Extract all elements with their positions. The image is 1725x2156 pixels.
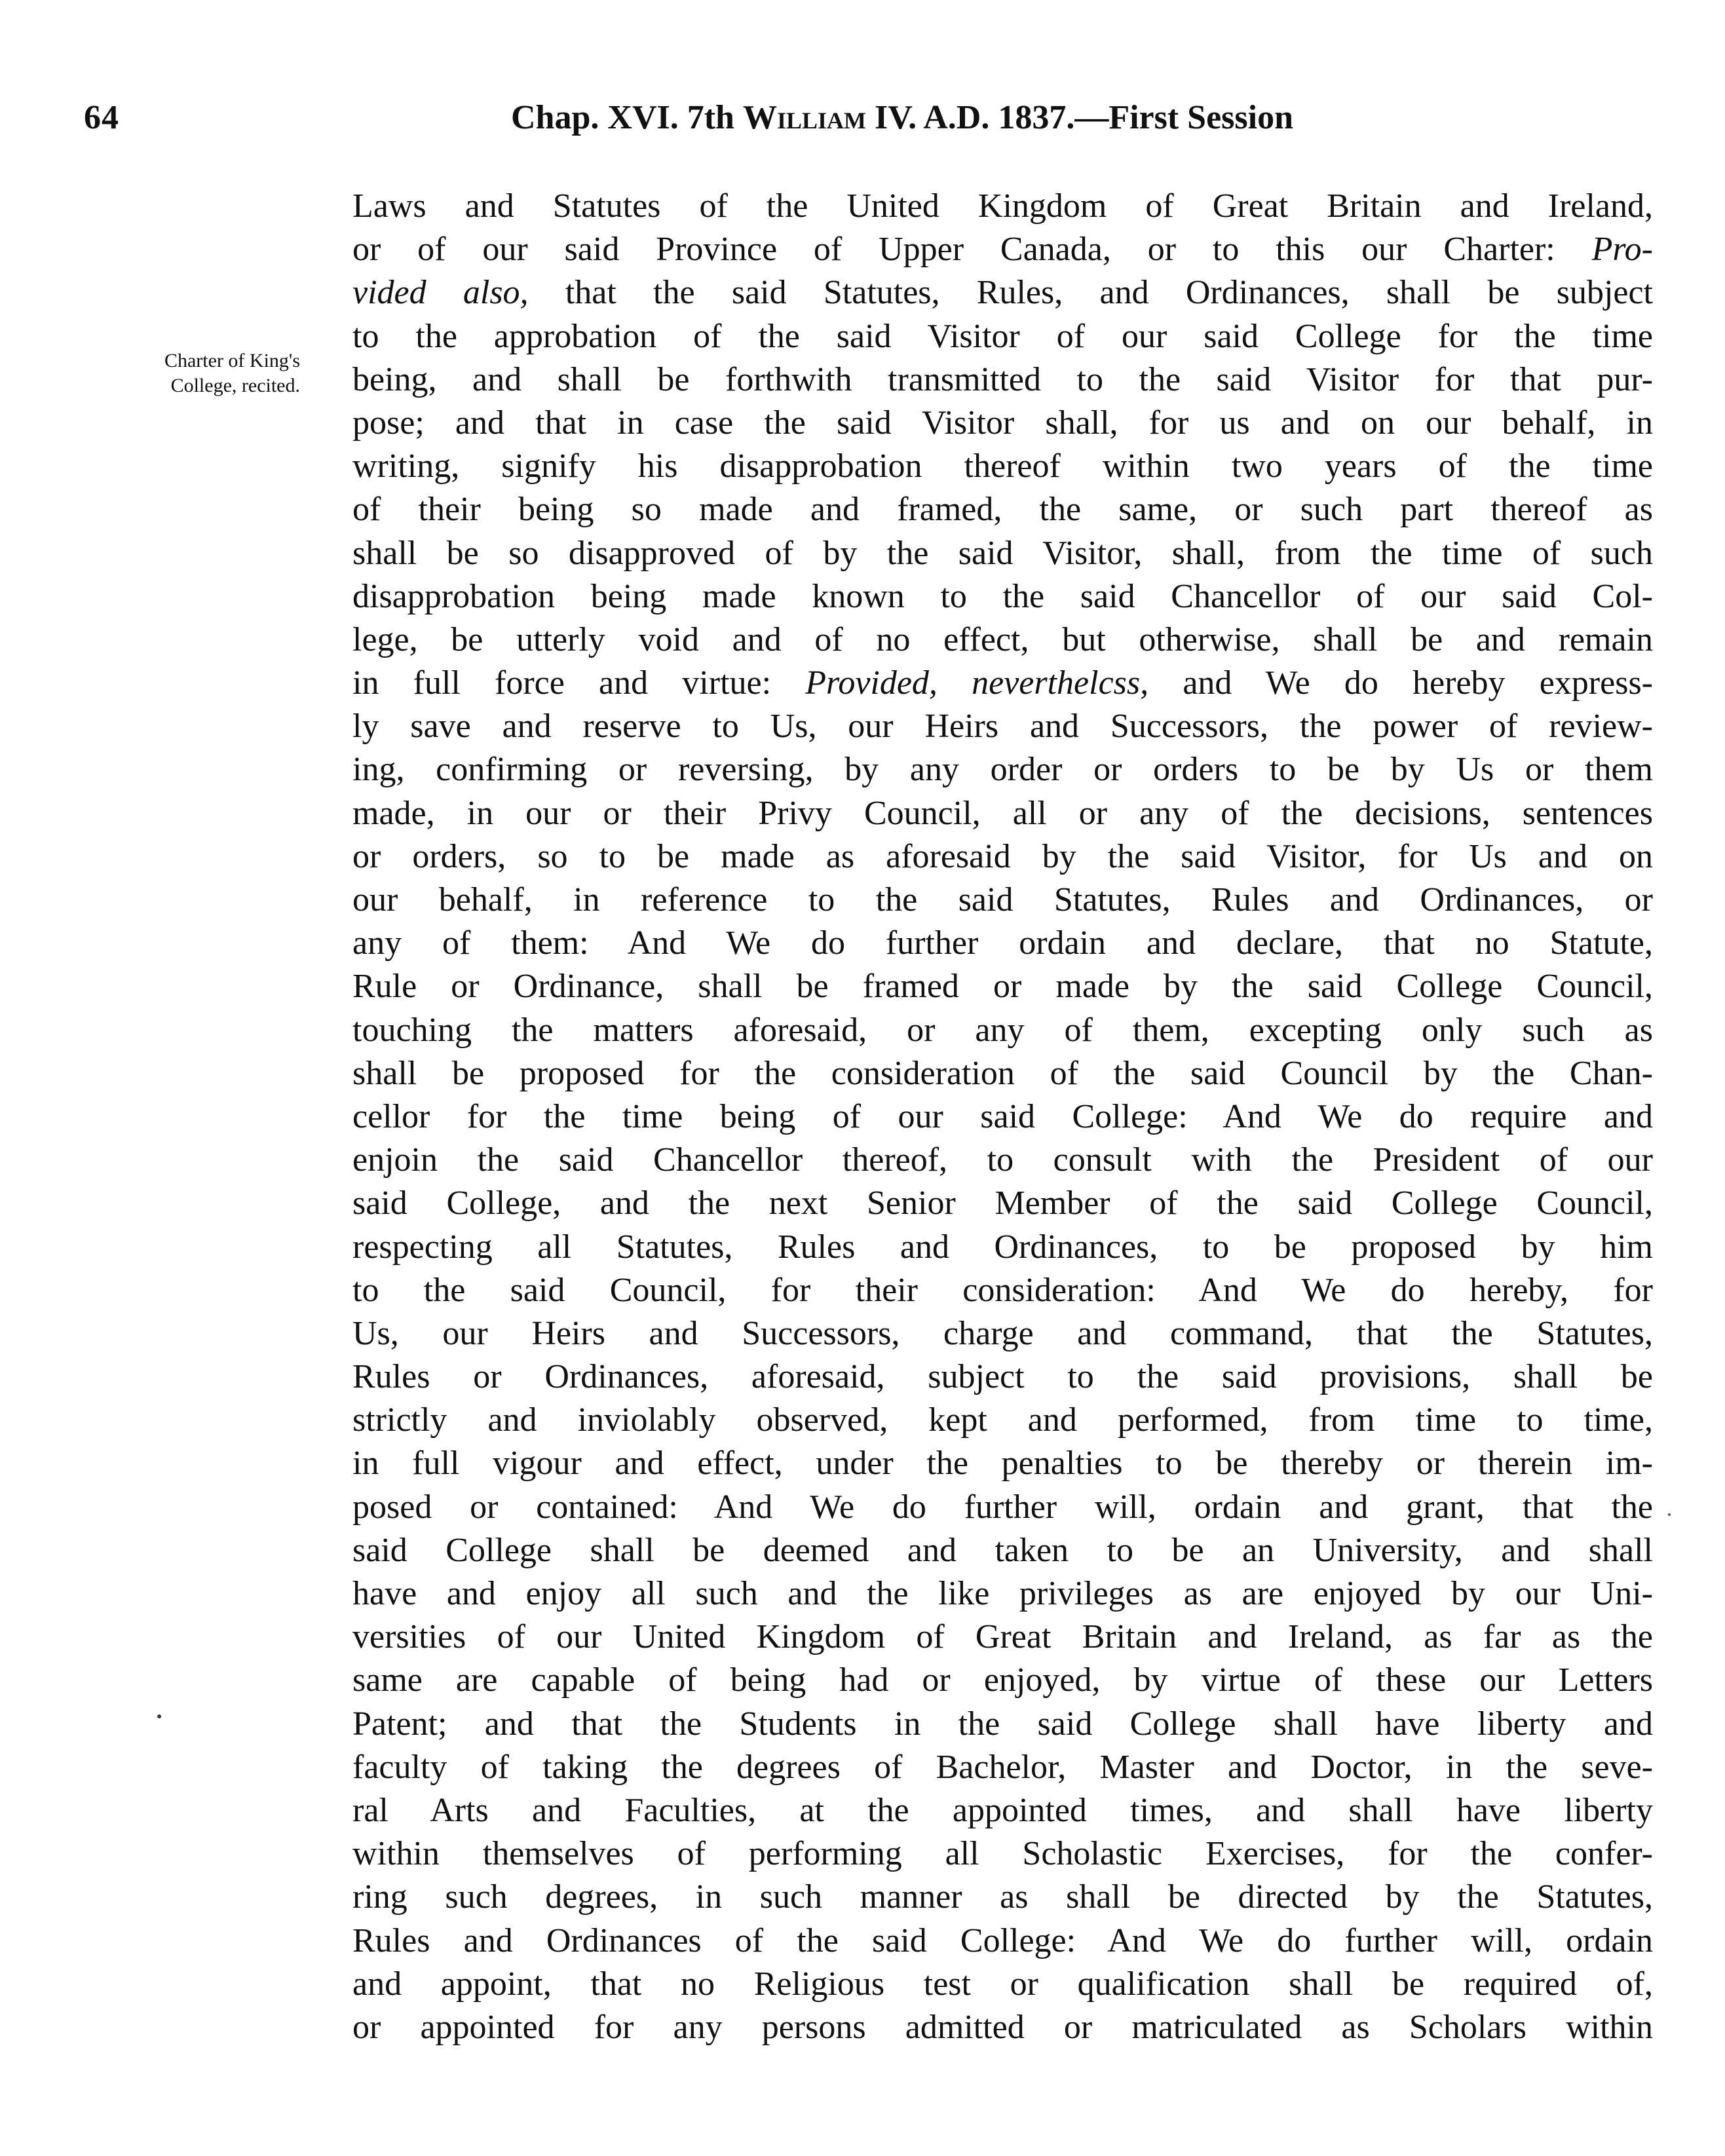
- text-line: [352, 1963, 1653, 2006]
- text-segment: said College, and the next Senior Member of the said College Council,: [352, 1184, 1653, 1222]
- text-line: [352, 965, 1653, 1008]
- text-segment: touching the matters aforesaid, or any of them, excepting only such as: [352, 1011, 1653, 1049]
- margin-note-line: Charter of King's: [164, 350, 300, 371]
- text-line: [352, 228, 1653, 271]
- text-line: [352, 185, 1653, 228]
- text-segment: within themselves of performing all Scholastic Exercises, for the confer-: [352, 1835, 1653, 1873]
- text-line: [352, 748, 1653, 791]
- text-segment: said College shall be deemed and taken to be an University, and shall: [352, 1531, 1653, 1569]
- running-head: [511, 98, 1293, 137]
- text-segment: Rules or Ordinances, aforesaid, subject to the said provisions, shall be: [352, 1358, 1653, 1396]
- text-line: [352, 1312, 1653, 1355]
- text-segment: faculty of taking the degrees of Bachelor, Master and Doctor, in the seve-: [352, 1748, 1653, 1786]
- text-segment: ing, confirming or reversing, by any order or orders to be by Us or them: [352, 751, 1653, 789]
- text-line: [352, 1789, 1653, 1832]
- text-segment: respecting all Statutes, Rules and Ordinances, to be proposed by him: [352, 1228, 1653, 1266]
- text-segment: writing, signify his disapprobation thereof within two years of the time: [352, 447, 1653, 485]
- text-line: [352, 1703, 1653, 1746]
- page-number: 64: [84, 99, 119, 136]
- text-segment: our behalf, in reference to the said Statutes, Rules and Ordinances, or: [352, 881, 1653, 918]
- print-speck: [1668, 1513, 1671, 1516]
- text-segment: lege, be utterly void and of no effect, but otherwise, shall be and remain: [352, 620, 1653, 658]
- text-line: [352, 1355, 1653, 1399]
- text-segment: same are capable of being had or enjoyed, by virtue of these our Letters: [352, 1661, 1653, 1699]
- text-segment: posed or contained: And We do further will, ordain and grant, that the: [352, 1488, 1653, 1526]
- text-segment: shall be so disapproved of by the said Visitor, shall, from the time of such: [352, 534, 1653, 572]
- running-head-smallcaps: William: [742, 99, 867, 136]
- italic-segment: Pro-: [1591, 231, 1653, 269]
- text-line: [352, 358, 1653, 402]
- text-segment: in full vigour and effect, under the penalties to be thereby or therein im-: [352, 1445, 1653, 1483]
- text-line: [352, 1399, 1653, 1442]
- text-segment: ring such degrees, in such manner as shall be directed by the Statutes,: [352, 1878, 1653, 1916]
- text-segment: disapprobation being made known to the said Chancellor of our said Col-: [352, 577, 1653, 615]
- text-line: [352, 1920, 1653, 1963]
- text-line: [352, 2006, 1653, 2049]
- text-line: [352, 835, 1653, 879]
- text-line: [352, 1269, 1653, 1312]
- text-segment: or of our said Province of Upper Canada, or to this our Charter:: [352, 231, 1592, 269]
- text-line: [352, 662, 1653, 705]
- text-segment: ly save and reserve to Us, our Heirs and Successors, the power of review-: [352, 708, 1653, 746]
- text-line: [352, 315, 1653, 358]
- text-segment: enjoin the said Chancellor thereof, to consult with the President of our: [352, 1141, 1653, 1179]
- text-segment: and We do hereby express-: [1148, 664, 1653, 702]
- text-segment: of their being so made and framed, the same, or such part thereof as: [352, 491, 1653, 529]
- text-segment: to the said Council, for their consideration: And We do hereby, for: [352, 1271, 1653, 1309]
- text-line: [352, 879, 1653, 922]
- text-segment: being, and shall be forthwith transmitted to the said Visitor for that pur-: [352, 360, 1653, 398]
- margin-note: [84, 349, 300, 398]
- text-segment: or appointed for any persons admitted or matriculated as Scholars within: [352, 2008, 1653, 2046]
- text-segment: Patent; and that the Students in the said College shall have liberty and: [352, 1705, 1653, 1743]
- text-line: [352, 402, 1653, 445]
- text-line: [352, 1572, 1653, 1616]
- text-line: [352, 1226, 1653, 1269]
- text-line: [352, 1659, 1653, 1702]
- text-segment: ral Arts and Faculties, at the appointed times, and shall have liberty: [352, 1791, 1653, 1829]
- text-segment: have and enjoy all such and the like privileges as are enjoyed by our Uni-: [352, 1575, 1653, 1612]
- text-segment: pose; and that in case the said Visitor shall, for us and on our behalf, in: [352, 404, 1653, 442]
- text-segment: versities of our United Kingdom of Great Britain and Ireland, as far as the: [352, 1618, 1653, 1656]
- text-line: [352, 1139, 1653, 1182]
- running-head-suffix: IV. A.D. 1837.—First Session: [866, 99, 1294, 136]
- text-segment: shall be proposed for the consideration of the said Council by the Chan-: [352, 1054, 1653, 1092]
- text-line: [352, 1442, 1653, 1485]
- italic-segment: vided also,: [352, 274, 529, 312]
- text-line: [352, 445, 1653, 488]
- text-line: [352, 1529, 1653, 1572]
- text-segment: Rules and Ordinances of the said College: And We do further will, ordain: [352, 1921, 1653, 1959]
- print-speck: [157, 1714, 161, 1718]
- text-line: [352, 1746, 1653, 1789]
- text-line: [352, 1616, 1653, 1659]
- text-line: [352, 1182, 1653, 1225]
- text-line: [352, 1832, 1653, 1876]
- text-line: [352, 618, 1653, 662]
- text-segment: Laws and Statutes of the United Kingdom of Great Britain and Ireland,: [352, 187, 1653, 225]
- text-segment: any of them: And We do further ordain and declare, that no Statute,: [352, 924, 1653, 962]
- text-line: [352, 271, 1653, 314]
- text-line: [352, 1876, 1653, 1919]
- text-segment: in full force and virtue:: [352, 664, 806, 702]
- text-segment: or orders, so to be made as aforesaid by the said Visitor, for Us and on: [352, 837, 1653, 875]
- text-line: [352, 488, 1653, 531]
- text-segment: Rule or Ordinance, shall be framed or made by the said College Council,: [352, 968, 1653, 1006]
- text-line: [352, 792, 1653, 835]
- text-segment: to the approbation of the said Visitor of our said College for the time: [352, 317, 1653, 355]
- text-line: [352, 1095, 1653, 1139]
- text-segment: Us, our Heirs and Successors, charge and command, that the Statutes,: [352, 1314, 1653, 1352]
- margin-note-line: College, recited.: [170, 375, 300, 396]
- text-segment: cellor for the time being of our said College: And We do require and: [352, 1097, 1653, 1135]
- text-line: [352, 1052, 1653, 1095]
- text-line: [352, 1486, 1653, 1529]
- text-line: [352, 575, 1653, 618]
- text-line: [352, 1009, 1653, 1052]
- text-line: [352, 922, 1653, 965]
- text-segment: that the said Statutes, Rules, and Ordinances, shall be subject: [528, 274, 1654, 312]
- running-head-prefix: Chap. XVI. 7th: [511, 99, 743, 136]
- italic-segment: Provided, neverthelcss,: [805, 664, 1149, 702]
- text-segment: and appoint, that no Religious test or qualification shall be required of,: [352, 1965, 1653, 2003]
- text-line: [352, 532, 1653, 575]
- page-header: [0, 98, 1725, 151]
- text-segment: strictly and inviolably observed, kept and performed, from time to time,: [352, 1401, 1653, 1439]
- text-line: [352, 705, 1653, 748]
- body-text: [352, 185, 1653, 2049]
- text-segment: made, in our or their Privy Council, all or any of the decisions, sentences: [352, 794, 1653, 832]
